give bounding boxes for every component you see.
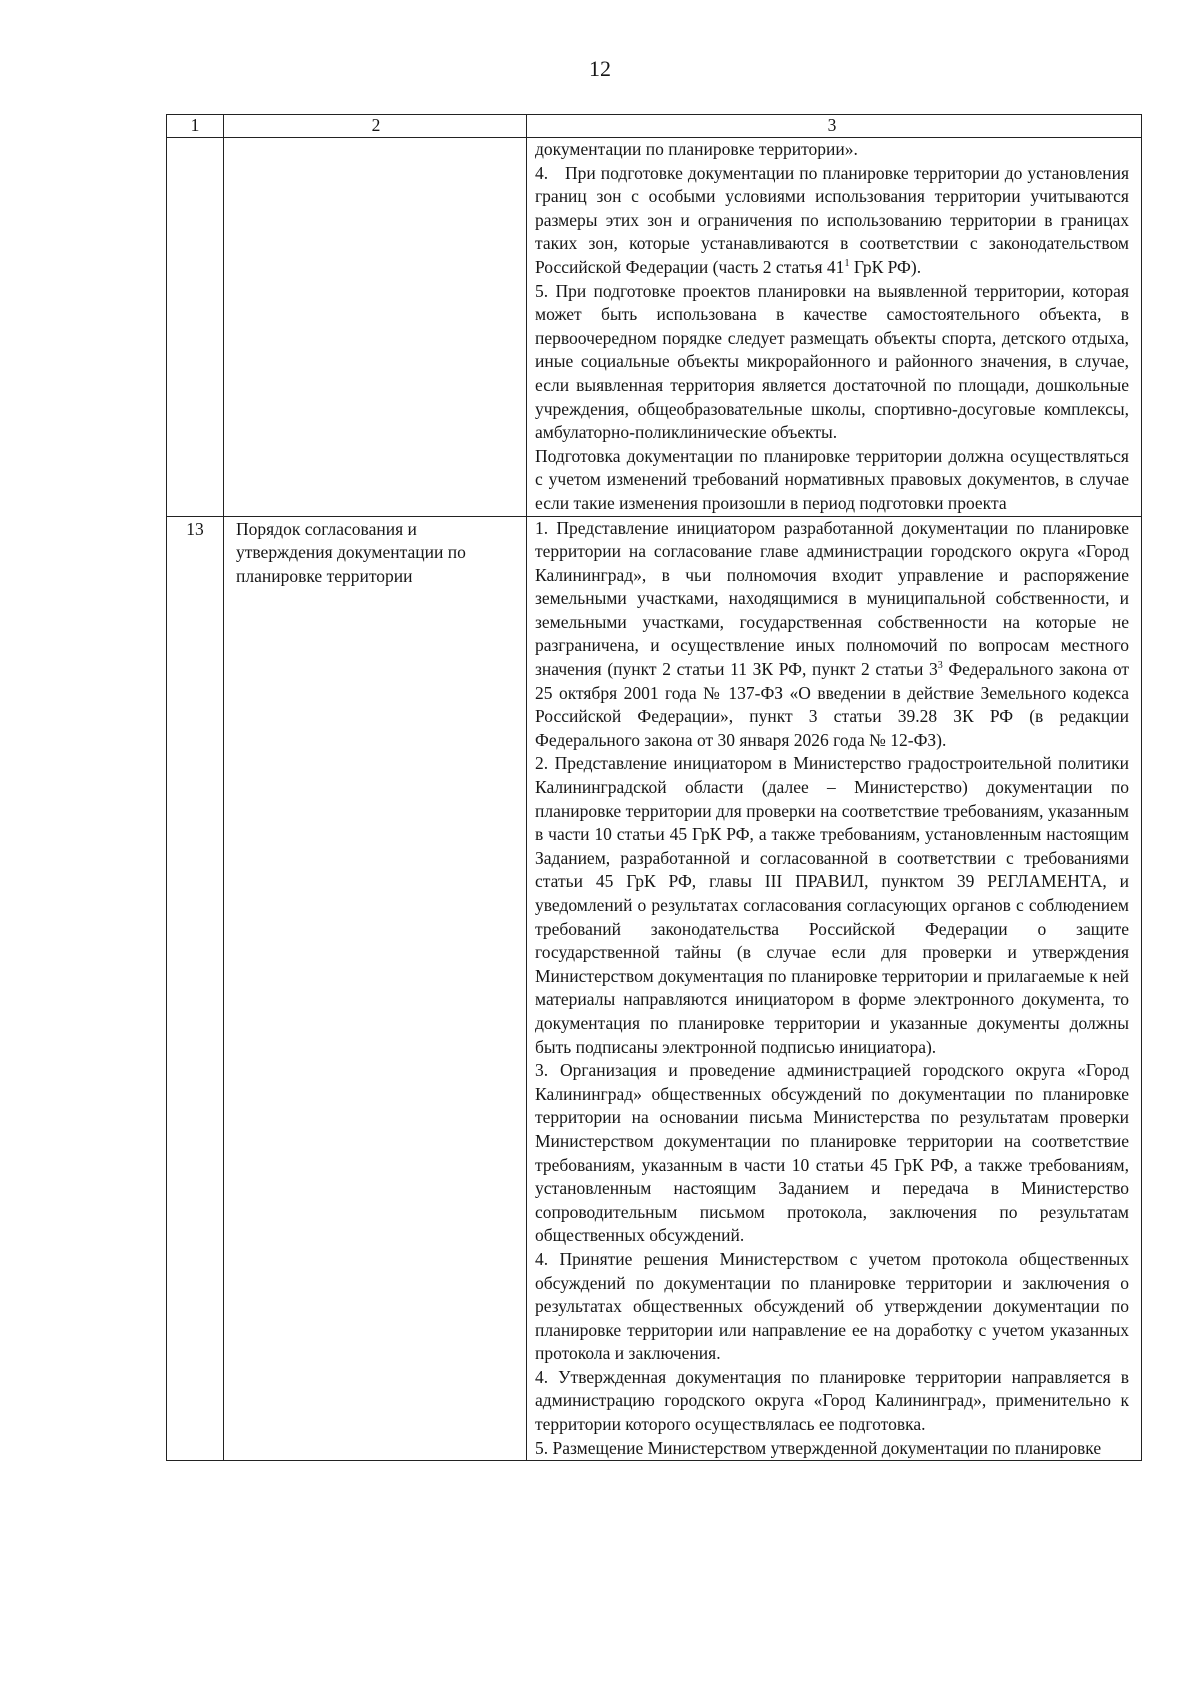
row-content-cell: [527, 138, 1142, 517]
paragraph-number: 4.: [535, 162, 549, 183]
row-content-cell: [527, 516, 1142, 1461]
paragraph: 5. Размещение Министерством утвержденной документации по планировке: [535, 1437, 1102, 1458]
superscript: 3: [937, 660, 943, 672]
paragraph: Подготовка документации по планировке территории должна осуществляться с учетом изменений требований нормативных правовых документов, в случае если такие изменения произошли в период подготовки проекта: [535, 445, 1129, 513]
paragraph: документации по планировке территории».: [535, 139, 858, 159]
row-title: Порядок согласования и утверждения документации по планировке территории: [236, 518, 466, 586]
superscript: 1: [844, 257, 850, 269]
paragraph: 1. Представление инициатором разработанной документации по планировке территории на согласование главе администрации городского округа «Город Калининград», в чьи полномочия входит управление и распоряжение земельными участками, находящимися в муниципальной собственности, и земельными участками, государственная собственности на которые не разграничена, и осуществление иных полномочий по вопросам местного значения (пункт 2 статьи 11 ЗК РФ, пункт 2 статьи $3^3$ Федерального закона от 25 октября 2001 года № 137-ФЗ «О введении в действие Земельного кодекса Российской Федерации», пункт 3 статьи 39.28 ЗК РФ (в редакции Федерального закона от 30 января 2026 года № 12-ФЗ).: [535, 517, 1129, 750]
paragraph: 4. Принятие решения Министерством с учетом протокола общественных обсуждений по документации по планировке территории и заключения о результатах общественных обсуждений об утверждении документации по планировке территории или направление ее на доработку с учетом указанных протокола и заключения.: [535, 1248, 1129, 1364]
table-row: [167, 516, 1142, 1461]
paragraph: 2. Представление инициатором в Министерство градостроительной политики Калининградской области (далее – Министерство) документации по планировке территории для проверки на соответствие требованиям, указанным в части 10 статьи 45 ГрК РФ, а также требованиям, установленным настоящим Заданием, разработанной и согласованной в соответствии с требованиями статьи 45 ГрК РФ, главы III ПРАВИЛ, пунктом 39 РЕГЛАМЕНТА, и уведомлений о результатах согласования согласующих органов с соблюдением требований законодательства Российской Федерации о защите государственной тайны (в случае если для проверки и утверждения Министерством документация по планировке территории и прилагаемые к ней материалы направляются инициатором в форме электронного документа, то документация по планировке территории и указанные документы должны быть подписаны электронной подписью инициатора).: [535, 753, 1129, 1057]
header-col-3: 3: [527, 115, 1142, 138]
row-index: 13: [186, 518, 204, 539]
paragraph: 5. При подготовке проектов планировки на выявленной территории, которая может быть использована в качестве самостоятельного объекта, в первоочередном порядке следует размещать объекты спорта, детского отдыха, иные социальные объекты микрорайонного и районного значения, в случае, если выявленная территория является достаточной по площади, дошкольные учреждения, общеобразовательные школы, спортивно-досуговые комплексы, амбулаторно-поликлинические объекты.: [535, 280, 1129, 443]
row-title-cell: [224, 516, 527, 1461]
page-number: 12: [589, 56, 611, 81]
header-col-2: 2: [224, 115, 527, 138]
table-row: [167, 138, 1142, 517]
header-col-1: 1: [167, 115, 224, 138]
row-title-cell: [224, 138, 527, 517]
paragraph: 3. Организация и проведение администрацией городского округа «Город Калининград» общественных обсуждений по документации по планировке территории на основании письма Министерства по результатам проверки Министерством документации по планировке территории на соответствие требованиям, указанным в части 10 статьи 45 ГрК РФ, а также требованиям, установленным настоящим Заданием и передача в Министерство сопроводительным письмом протокола, заключения по результатам общественных обсуждений.: [535, 1060, 1129, 1246]
table-header-row: [167, 115, 1142, 138]
row-index-cell: [167, 516, 224, 1461]
paragraph: 4. При подготовке документации по планировке территории до установления границ зон с особыми условиями использования территории учитываются размеры этих зон и ограничения по использованию территории в границах таких зон, которые устанавливаются в соответствии с законодательством Российской Федерации (часть 2 статья $41^1$ ГрК РФ).: [535, 162, 1129, 277]
row-index-cell: [167, 138, 224, 517]
requirements-table: [166, 114, 1142, 1461]
paragraph: 4. Утвержденная документация по планировке территории направляется в администрацию городского округа «Город Калининград», применительно к территории которого осуществлялась ее подготовка.: [535, 1366, 1129, 1435]
